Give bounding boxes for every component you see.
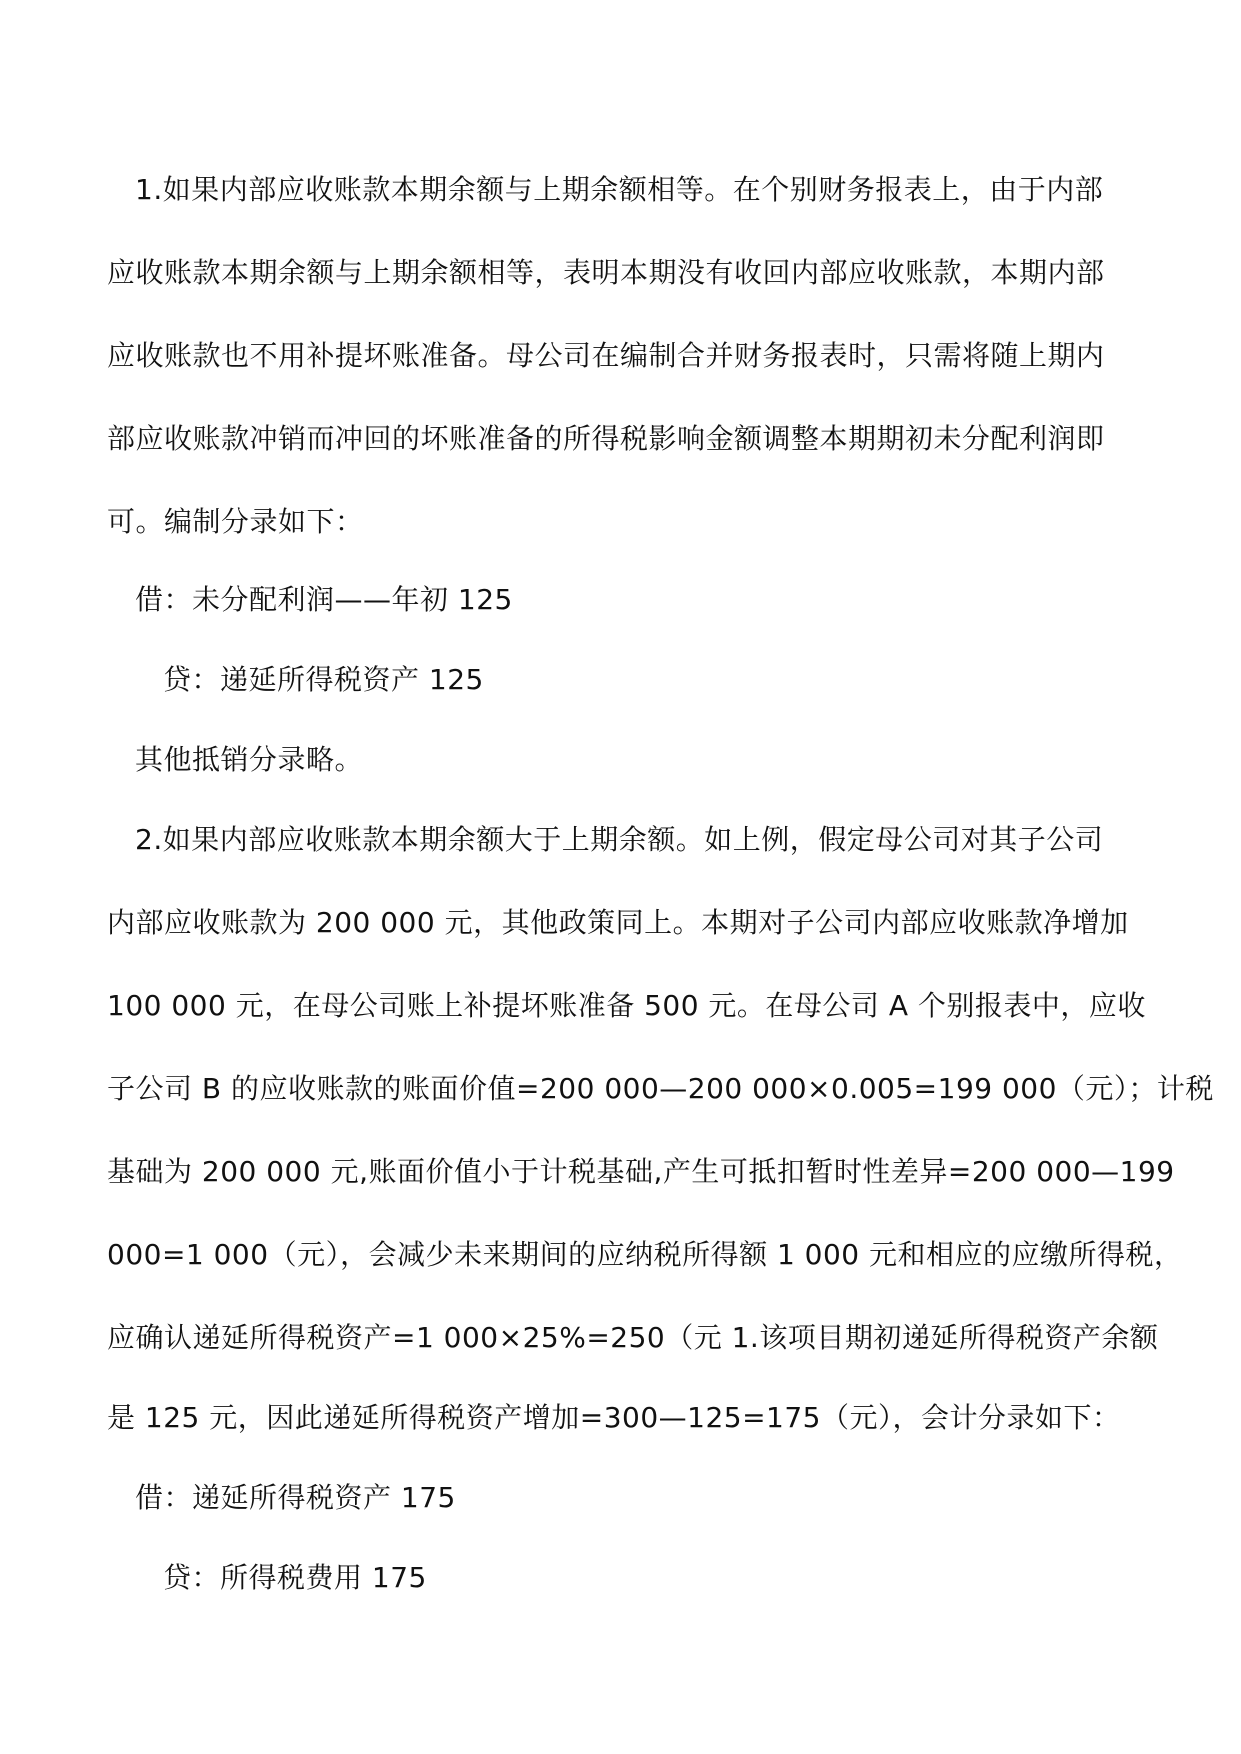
- paragraph-line: 000=1 000（元），会减少未来期间的应纳税所得额 1 000 元和相应的应缴所得税，: [107, 1238, 1183, 1271]
- journal-entry-credit: 贷：递延所得税资产 125: [163, 663, 484, 696]
- journal-entry-credit: 贷：所得税费用 175: [163, 1561, 427, 1594]
- note-line: 其他抵销分录略。: [135, 743, 364, 776]
- paragraph-line: 应确认递延所得税资产=1 000×25%=250（元 1.该项目期初递延所得税资产余额: [107, 1321, 1159, 1354]
- paragraph-line: 2.如果内部应收账款本期余额大于上期余额。如上例，假定母公司对其子公司: [135, 823, 1104, 856]
- paragraph-line: 可。编制分录如下：: [107, 505, 364, 538]
- paragraph-line: 部应收账款冲销而冲回的坏账准备的所得税影响金额调整本期期初未分配利润即: [107, 422, 1105, 455]
- journal-entry-debit: 借：未分配利润——年初 125: [135, 583, 513, 616]
- paragraph-line: 应收账款本期余额与上期余额相等，表明本期没有收回内部应收账款，本期内部: [107, 256, 1105, 289]
- paragraph-line: 是 125 元，因此递延所得税资产增加=300—125=175（元），会计分录如下：: [107, 1401, 1121, 1434]
- paragraph-line: 应收账款也不用补提坏账准备。母公司在编制合并财务报表时，只需将随上期内: [107, 339, 1105, 372]
- paragraph-line: 子公司 B 的应收账款的账面价值=200 000—200 000×0.005=199 000（元）；计税: [107, 1072, 1214, 1105]
- paragraph-line: 基础为 200 000 元,账面价值小于计税基础,产生可抵扣暂时性差异=200 000—199: [107, 1155, 1175, 1188]
- paragraph-line: 1.如果内部应收账款本期余额与上期余额相等。在个别财务报表上，由于内部: [135, 173, 1104, 206]
- paragraph-line: 100 000 元，在母公司账上补提坏账准备 500 元。在母公司 A 个别报表中，应收: [107, 989, 1146, 1022]
- paragraph-line: 内部应收账款为 200 000 元，其他政策同上。本期对子公司内部应收账款净增加: [107, 906, 1129, 939]
- journal-entry-debit: 借：递延所得税资产 175: [135, 1481, 456, 1514]
